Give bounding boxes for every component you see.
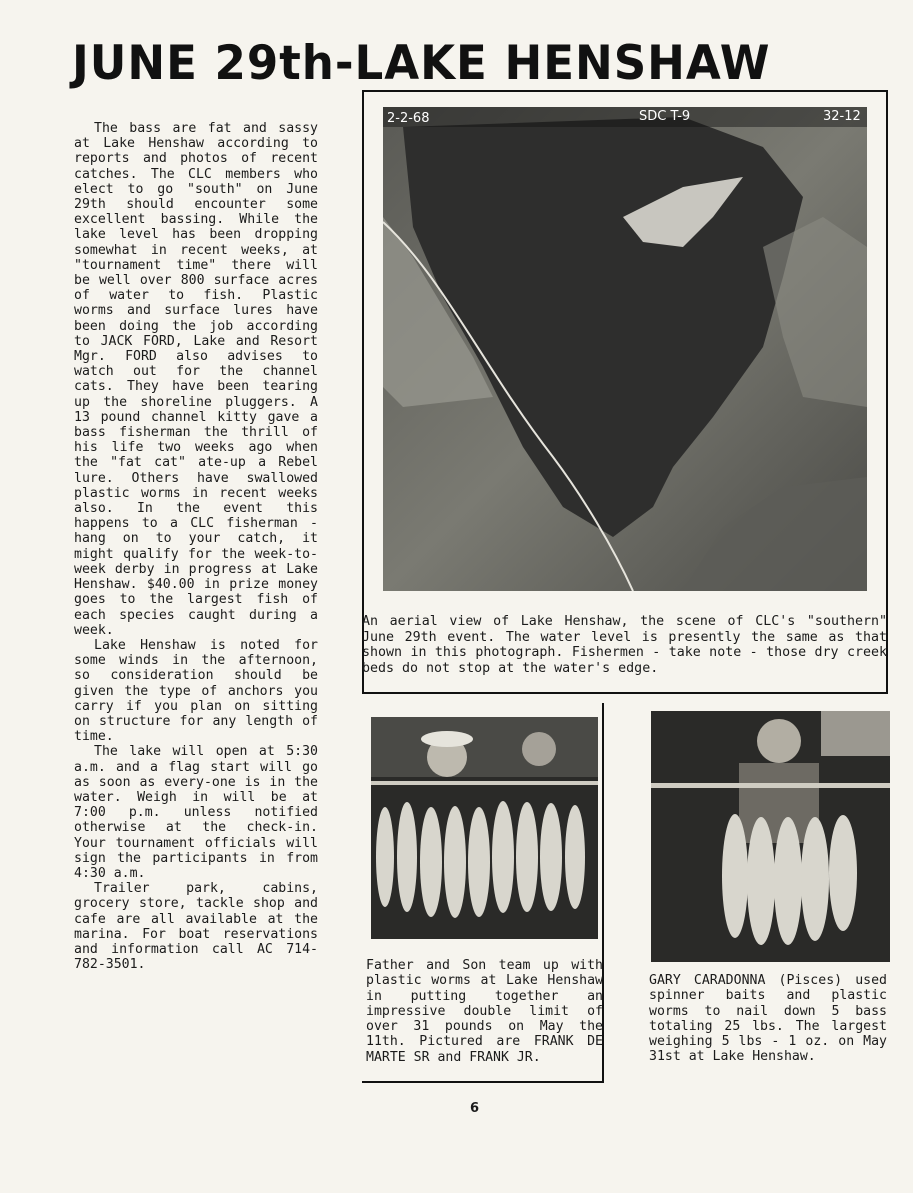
photo-right-caption: GARY CARADONNA (Pisces) used spinner baits and plastic worms to nail down 5 bass totaling 25 lbs. The largest weighing 5 lbs - 1 oz. on May 31st at Lake Henshaw.: [649, 973, 887, 1065]
article-paragraph: Lake Henshaw is noted for some winds in the afternoon, so consideration should be given the type of anchors you carry if you plan on sitting on structure for any length of time.: [74, 637, 318, 745]
article-paragraph: The bass are fat and sassy at Lake Henshaw according to reports and photos of recent catches. The CLC members who elect to go "south" on June 29th should encounter some excellent bassing. While the lake level has been dropping somewhat in recent weeks, at "tournament time" there will be well over 800 surface acres of water to fish. Plastic worms and surface lures have been doing the job according to JACK FORD, Lake and Resort Mgr. FORD also advises to watch out for the channel cats. They have been tearing up the shoreline pluggers. A 13 pound channel kitty gave a bass fisherman the thrill of his life two weeks ago when the "fat cat" ate-up a Rebel lure. Others have swallowed plastic worms in recent weeks also. In the event this happens to a CLC fisherman - hang on to your catch, it might qualify for the week-to-week derby in progress at Lake Henshaw. $40.00 in prize money goes to the largest fish of each species caught during a week.: [74, 121, 318, 638]
article-paragraph: Trailer park, cabins, grocery store, tackle shop and cafe are all available at the marina. For boat reservations and information call AC 714-782-3501.: [74, 881, 318, 973]
aerial-label-left: 2-2-68: [387, 111, 430, 126]
aerial-label-right: 32-12: [823, 109, 861, 124]
article-paragraph: The lake will open at 5:30 a.m. and a flag start will go as soon as every-one is in the water. Weigh in will be at 7:00 p.m. unless notified otherwise at the check-in. Your tournament officials will sign the participants in from 4:30 a.m.: [74, 744, 318, 881]
page-number: 6: [470, 1101, 480, 1116]
article-body: [74, 121, 318, 972]
aerial-label-center: SDC T-9: [639, 109, 691, 124]
fish-photo-right: [651, 711, 890, 962]
aerial-photo-caption: An aerial view of Lake Henshaw, the scene of CLC's "southern" June 29th event. The water level is presently the same as that shown in this photograph. Fishermen - take note - those dry creek beds do not stop at the water's edge.: [362, 614, 887, 676]
photo-left-caption: Father and Son team up with plastic worms at Lake Henshaw in putting together an impressive double limit of over 31 pounds on May the 11th. Pictured are FRANK DE MARTE SR and FRANK JR.: [366, 958, 603, 1065]
aerial-photo: [383, 107, 867, 591]
page-headline: JUNE 29th-LAKE HENSHAW: [72, 36, 771, 91]
fish-photo-left: [371, 717, 598, 939]
